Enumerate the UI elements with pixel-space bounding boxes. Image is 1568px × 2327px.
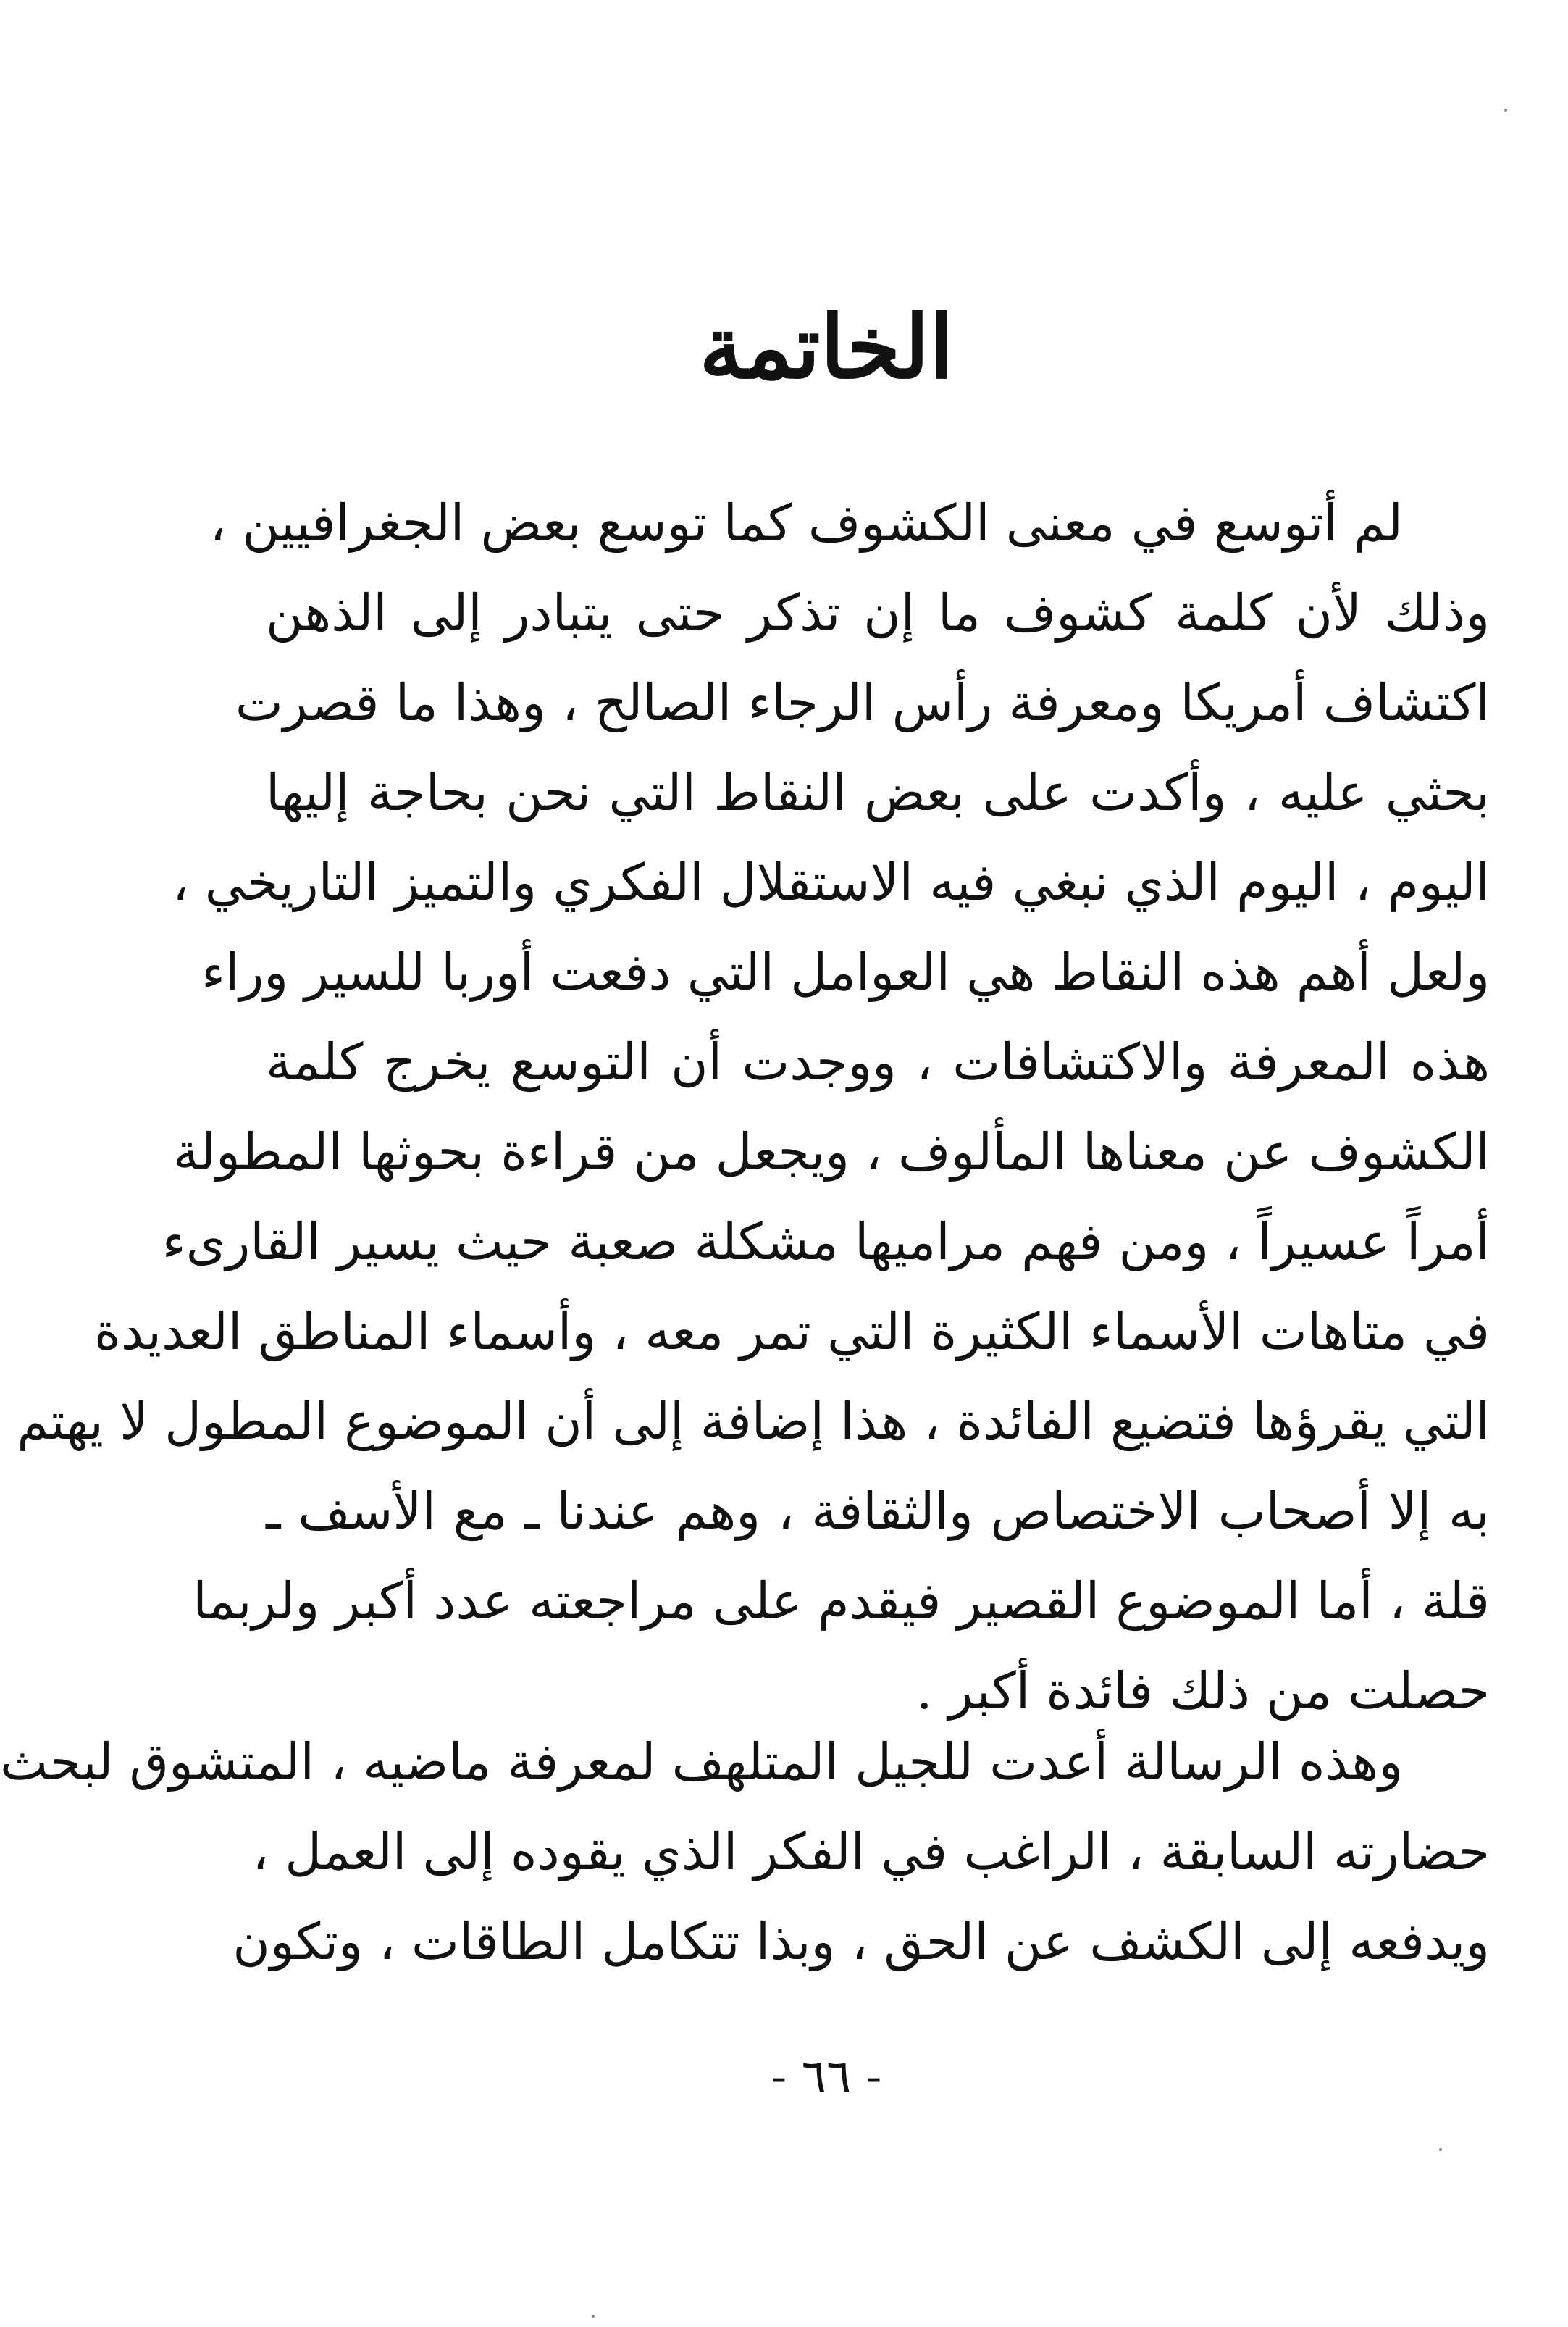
text-line: هذه المعرفة والاكتشافات ، ووجدت أن التوسع يخرج كلمة	[266, 1032, 1490, 1092]
text-line: وذلك لأن كلمة كشوف ما إن تذكر حتى يتبادر إلى الذهن	[266, 583, 1490, 643]
paragraph-2	[0, 1717, 1490, 1986]
text-line: وهذه الرسالة أعدت للجيل المتلهف لمعرفة ماضيه ، المتشوق لبحث	[0, 1732, 1403, 1792]
text-line: قلة ، أما الموضوع القصير فيقدم على مراجعته عدد أكبر ولربما	[193, 1571, 1490, 1631]
text-line: حصلت من ذلك فائدة أكبر .	[916, 1661, 1490, 1721]
text-line: حضارته السابقة ، الراغب في الفكر الذي يقوده إلى العمل ،	[252, 1822, 1490, 1881]
scan-speck	[592, 2315, 595, 2318]
text-line: التي يقرؤها فتضيع الفائدة ، هذا إضافة إلى أن الموضوع المطول لا يهتم	[17, 1392, 1490, 1451]
text-line: أمراً عسيراً ، ومن فهم مراميها مشكلة صعبة حيث يسير القارىء	[162, 1212, 1490, 1271]
text-line: الكشوف عن معناها المألوف ، ويجعل من قراءة بحوثها المطولة	[173, 1122, 1490, 1182]
text-line: ويدفعه إلى الكشف عن الحق ، وبذا تتكامل الطاقات ، وتكون	[232, 1912, 1490, 1971]
chapter-title: الخاتمة	[699, 296, 954, 398]
scan-speck	[1439, 2148, 1442, 2151]
page-number: - ٦٦ -	[771, 2050, 882, 2104]
text-line: اليوم ، اليوم الذي نبغي فيه الاستقلال الفكري والتميز التاريخي ،	[172, 853, 1490, 912]
text-line: في متاهات الأسماء الكثيرة التي تمر معه ، وأسماء المناطق العديدة	[94, 1302, 1490, 1361]
text-line: ولعل أهم هذه النقاط هي العوامل التي دفعت أوربا للسير وراء	[201, 943, 1490, 1002]
text-line: به إلا أصحاب الاختصاص والثقافة ، وهم عندنا ـ مع الأسف ـ	[266, 1482, 1491, 1541]
text-line: لم أتوسع في معنى الكشوف كما توسع بعض الجغرافيين ،	[209, 493, 1403, 553]
scan-speck	[1504, 109, 1507, 112]
paragraph-1	[17, 478, 1491, 1736]
text-line: بحثي عليه ، وأكدت على بعض النقاط التي نحن بحاجة إليها	[266, 763, 1490, 822]
text-line: اكتشاف أمريكا ومعرفة رأس الرجاء الصالح ، وهذا ما قصرت	[235, 673, 1490, 732]
